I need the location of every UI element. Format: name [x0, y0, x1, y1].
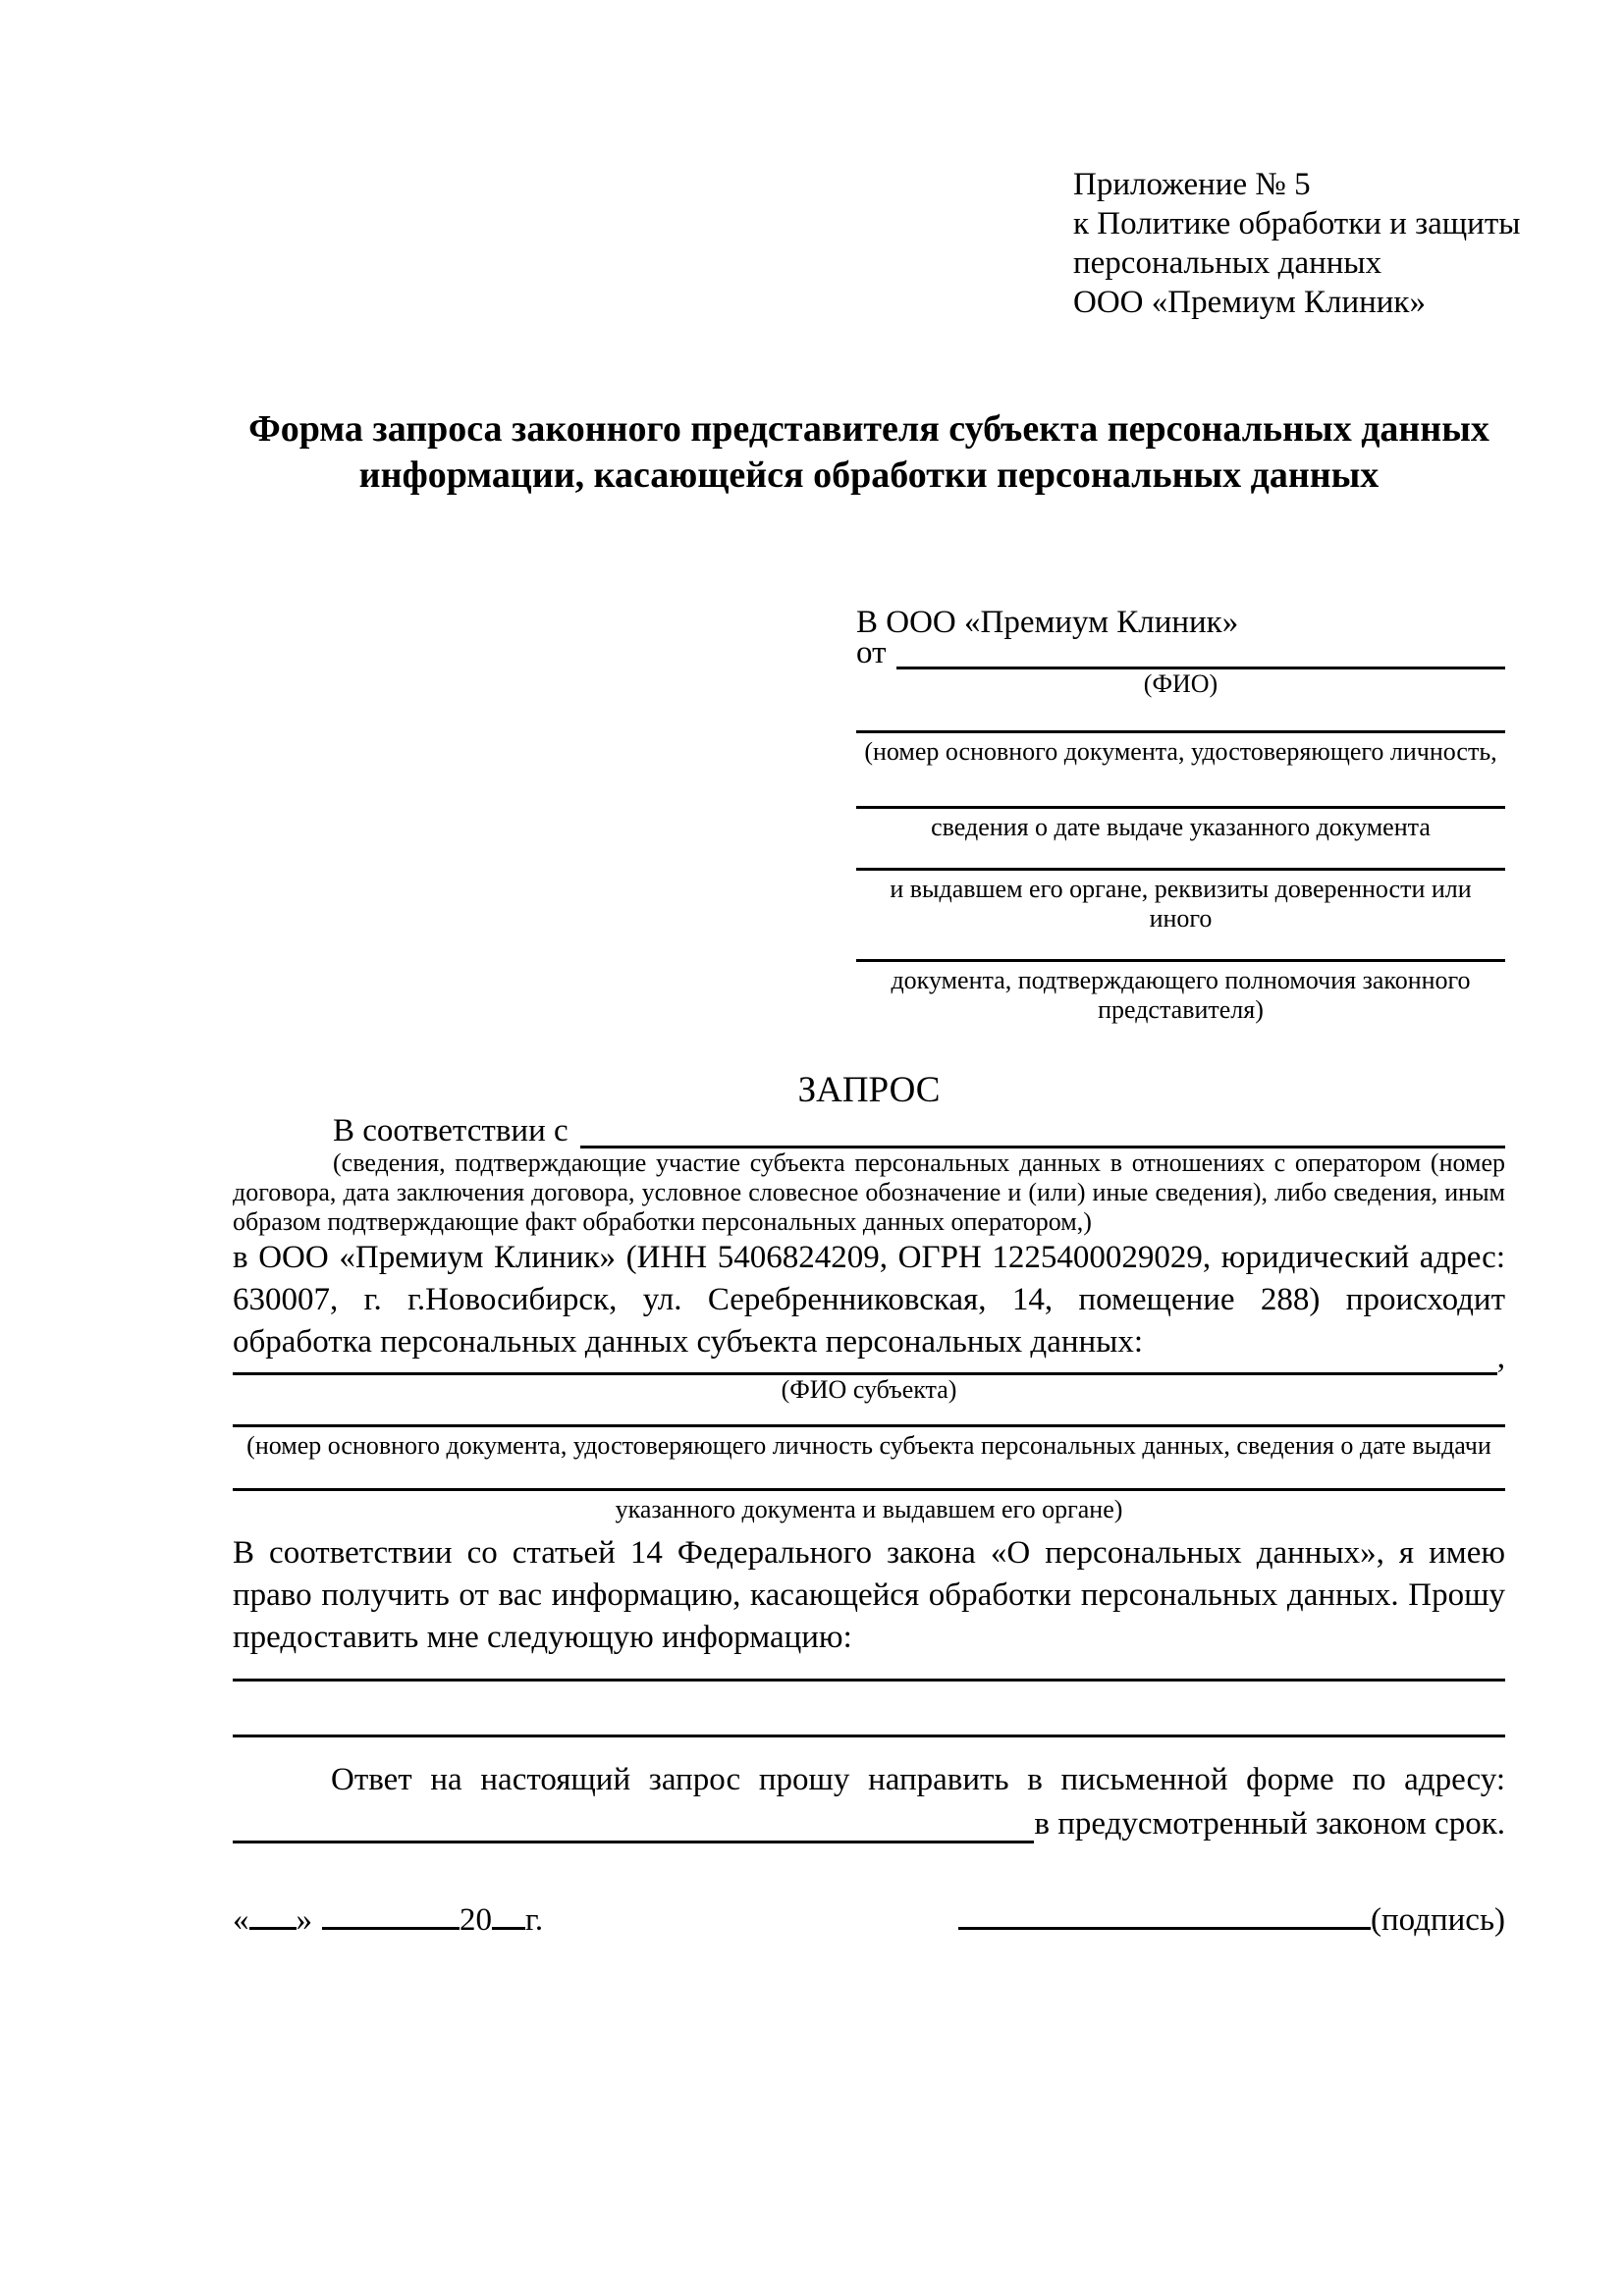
comma: ,: [1496, 1340, 1505, 1375]
day-blank-line: [249, 1927, 297, 1930]
signature-blank-line: [958, 1927, 1371, 1930]
date-field: [233, 1902, 543, 1939]
subject-document-caption: (номер основного документа, удостоверяющего личность субъекта персональных данных, сведения о дате выдачи: [246, 1431, 1491, 1460]
open-quote: «: [233, 1902, 249, 1938]
from-label: от: [856, 635, 887, 670]
year-suffix: г.: [525, 1902, 544, 1938]
document-title-line: информации, касающейся обработки персональных данных: [358, 454, 1380, 496]
requested-info-blank-line-1: [233, 1679, 1505, 1682]
requested-info-blank-line-2: [233, 1735, 1505, 1737]
subject-document-caption-2: указанного документа и выдавшем его органе): [615, 1495, 1123, 1523]
issue-date-caption: сведения о дате выдаче указанного документа: [931, 813, 1431, 841]
blank-line: [233, 1488, 1505, 1491]
date-signature-row: [233, 1902, 1505, 1939]
document-title-line: Форма запроса законного представителя субъекта персональных данных: [248, 408, 1489, 450]
year-prefix: 20: [460, 1902, 492, 1938]
appendix-line: к Политике обработки и защиты: [1073, 206, 1521, 241]
document-number-caption: (номер основного документа, удостоверяющего личность,: [864, 737, 1497, 766]
month-blank-line: [322, 1927, 460, 1930]
blank-line: [856, 806, 1505, 809]
blank-line: [856, 959, 1505, 962]
signature-field: [958, 1902, 1505, 1939]
issuing-authority-caption: и выдавшем его органе, реквизиты доверенности или иного: [890, 875, 1472, 933]
blank-line: [233, 1424, 1505, 1427]
answer-address-blank-line: [233, 1841, 1034, 1843]
subject-fio-field: [233, 1340, 1505, 1375]
subject-fio-caption: (ФИО субъекта): [781, 1375, 957, 1404]
close-quote: »: [296, 1902, 312, 1938]
addressee-to: В ООО «Премиум Клиник»: [856, 605, 1239, 640]
signature-caption: (подпись): [1371, 1902, 1505, 1938]
law-paragraph: В соответствии со статьей 14 Федерального закона «О персональных данных», я имею право получить от вас информацию, касающейся обработки персональных данных. Прошу предоставить мне следующую информацию:: [233, 1535, 1505, 1655]
appendix-block: [1073, 165, 1521, 322]
accordance-caption: (сведения, подтверждающие участие субъекта персональных данных в отношениях с оператором (номер договора, дата заключения договора, условное словесное обозначение и (или) иные сведения), либо сведения, иным образом подтверждающие факт обработки персональных данных оператором,): [233, 1148, 1505, 1236]
answer-paragraph: Ответ на настоящий запрос прошу направить в письменной форме по адресу:: [331, 1762, 1505, 1797]
blank-line: [856, 868, 1505, 871]
appendix-line: Приложение № 5: [1073, 167, 1311, 202]
year-blank-line: [492, 1927, 525, 1930]
blank-line: [856, 730, 1505, 733]
fio-caption: (ФИО): [1143, 669, 1218, 698]
from-field: [856, 635, 1505, 670]
answer-address-field: [233, 1801, 1505, 1843]
appendix-line: персональных данных: [1073, 245, 1382, 281]
appendix-line: ООО «Премиум Клиник»: [1073, 285, 1426, 320]
representative-authority-caption: документа, подтверждающего полномочия законного представителя): [891, 966, 1471, 1024]
accordance-field: [233, 1111, 1505, 1148]
request-heading: ЗАПРОС: [797, 1070, 941, 1110]
addressee-block: [856, 603, 1505, 1025]
answer-tail: в предусмотренный законом срок.: [1034, 1806, 1505, 1842]
operator-paragraph: в ООО «Премиум Клиник» (ИНН 5406824209, ОГРН 1225400029029, юридический адрес: 630007, г. г.Новосибирск, ул. Серебренниковская, 14, помещение 288) происходит обработка персональных данных субъекта персональных данных:: [233, 1240, 1505, 1360]
document-title: [233, 406, 1505, 499]
accordance-label: В соответствии с: [333, 1113, 568, 1148]
